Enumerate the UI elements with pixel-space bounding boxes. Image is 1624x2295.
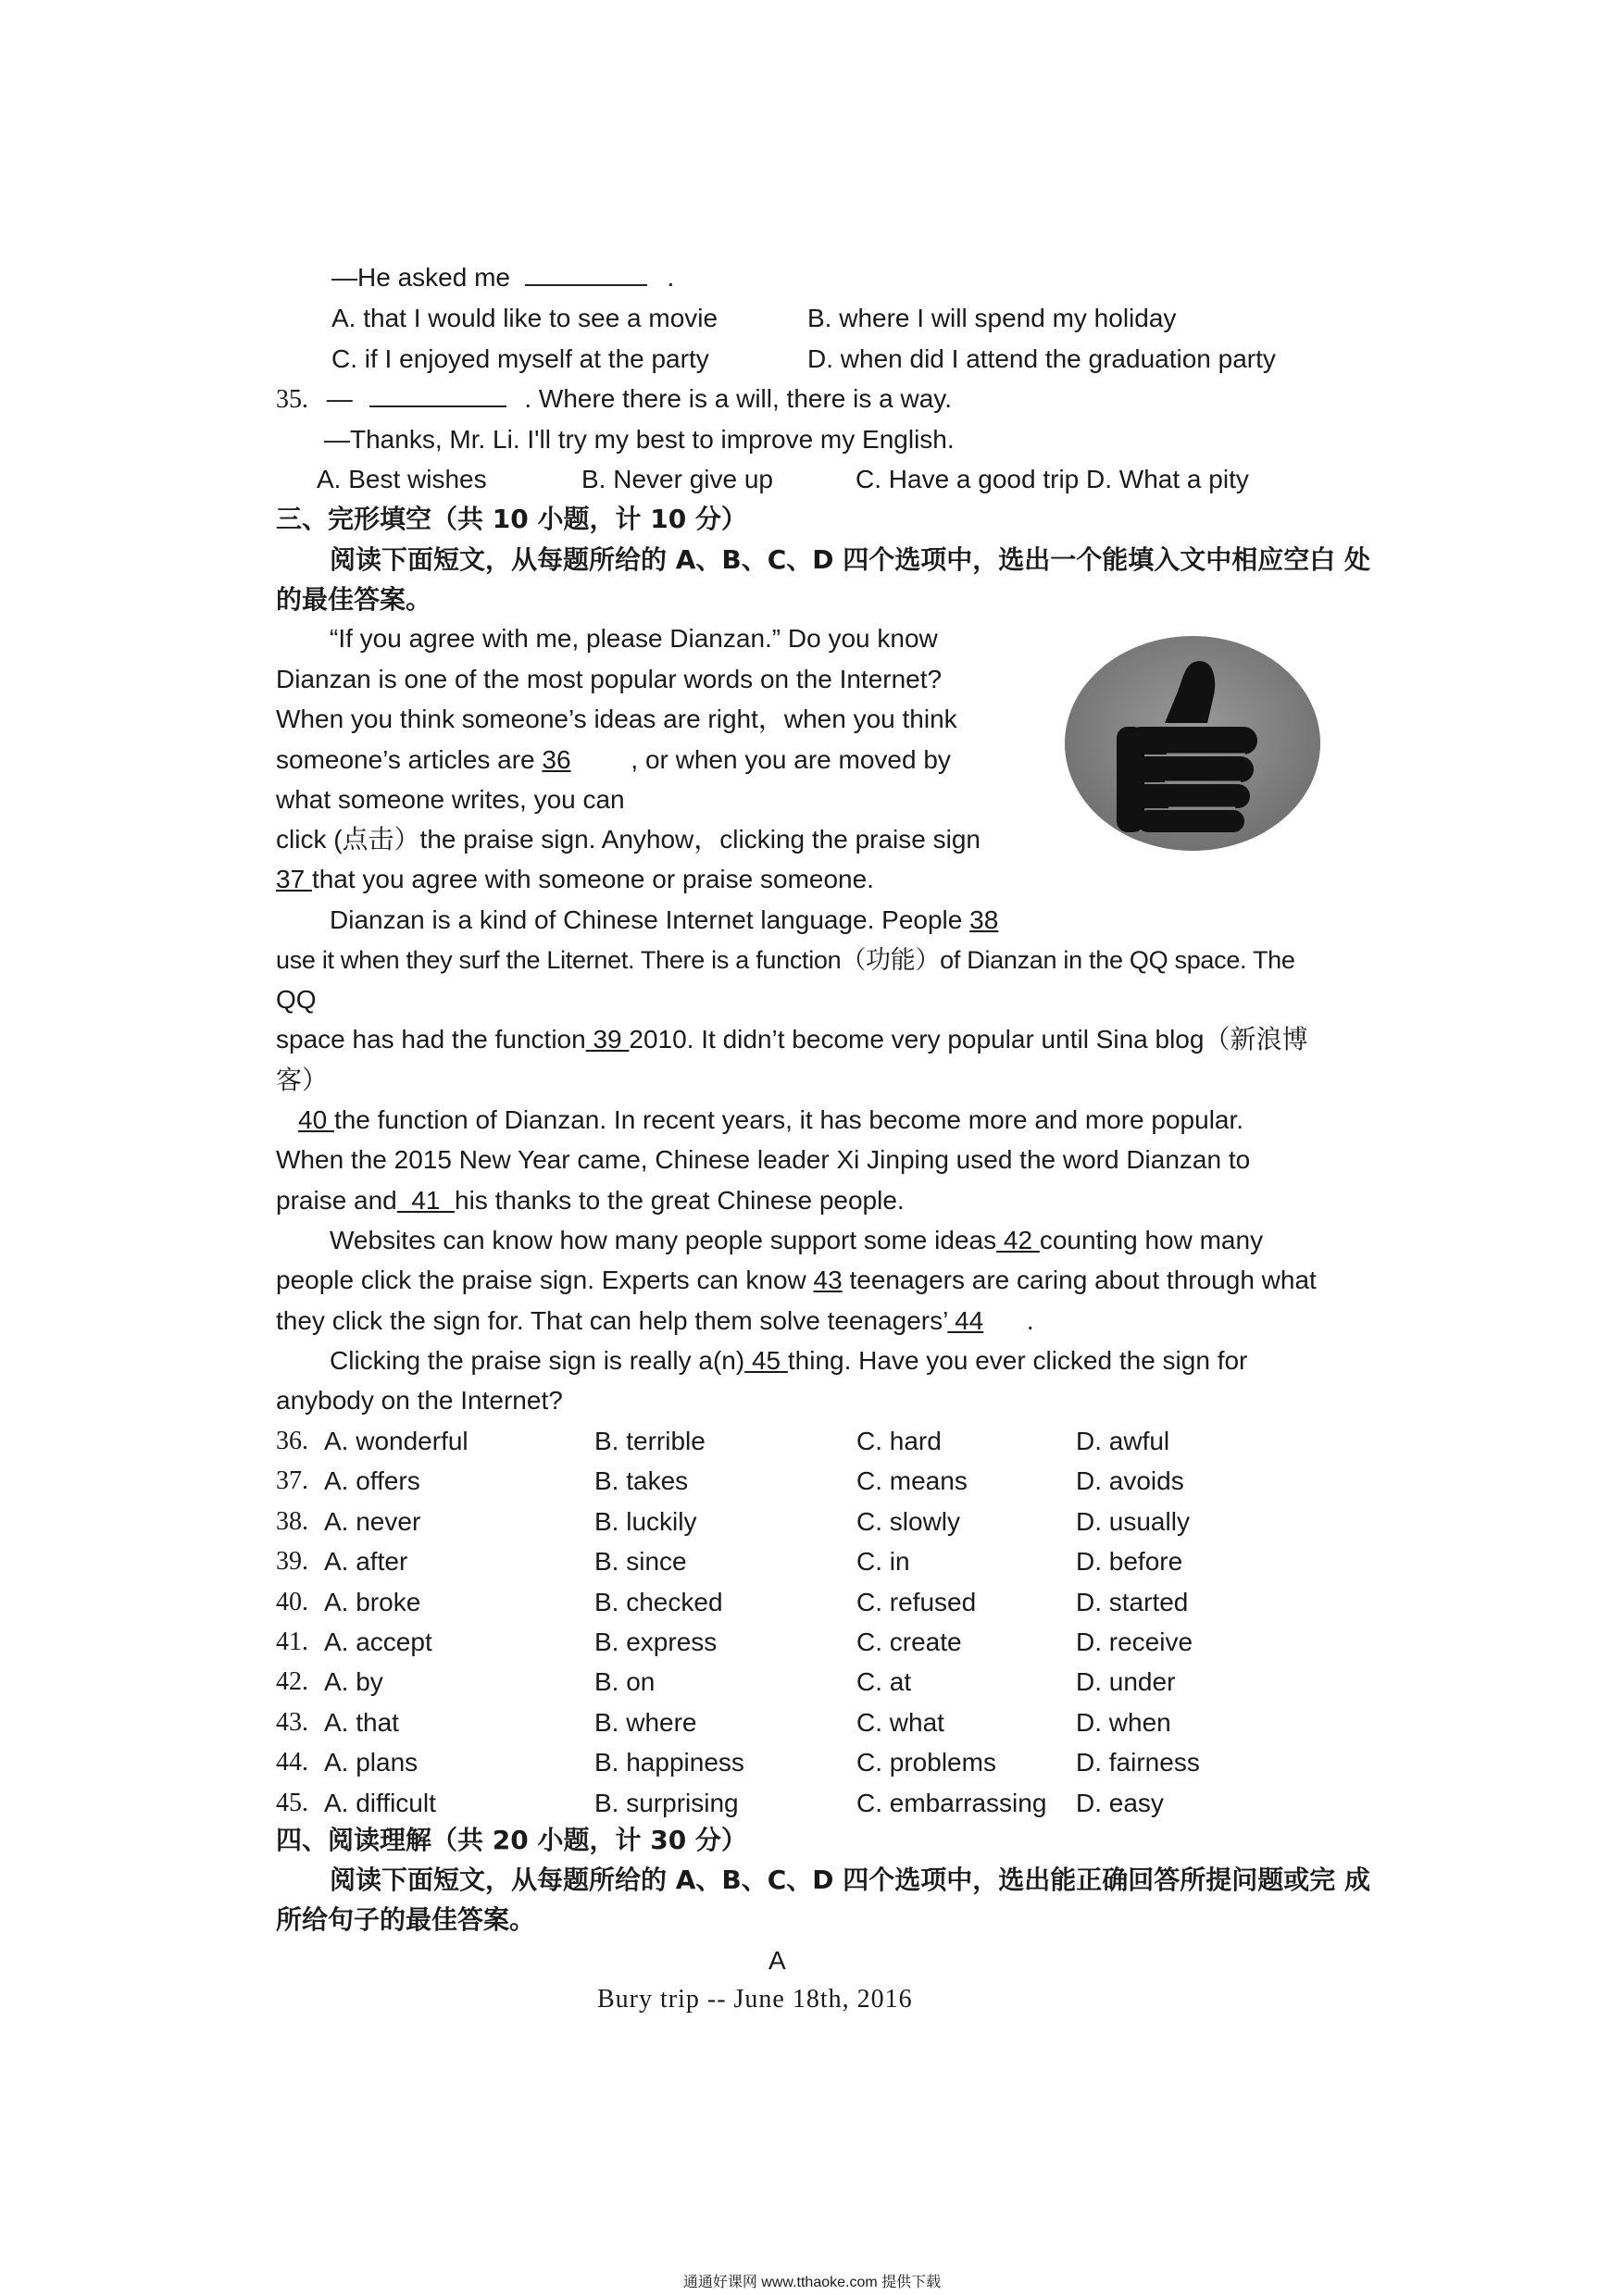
passage-text: teenagers are caring about through what (842, 1266, 1317, 1294)
option-c: C. problems (856, 1748, 996, 1777)
passage-line: Dianzan is one of the most popular words on the Internet? (276, 665, 943, 693)
option-number: 36. (276, 1427, 308, 1455)
blank-43: 43 (813, 1266, 843, 1294)
option-a: A. plans (324, 1748, 418, 1777)
passage-text: thing. Have you ever clicked the sign for (787, 1346, 1248, 1375)
option-b: B. on (594, 1667, 656, 1696)
option-d: D. avoids (1076, 1466, 1184, 1495)
option-d: D. started (1076, 1588, 1189, 1616)
passage-line: “If you agree with me, please Dianzan.” Do you know (330, 624, 938, 653)
section4-instruction-line1: 阅读下面短文，从每题所给的 A、B、C、D 四个选项中，选出能正确回答所提问题或完 成 (330, 1865, 1371, 1895)
option-a: A. accept (324, 1628, 432, 1656)
option-c: C. means (856, 1466, 968, 1495)
option-c: C. embarrassing (856, 1789, 1047, 1817)
passage-line: When you think someone’s ideas are right，when you think (276, 705, 957, 733)
q35-option-b: B. Never give up (581, 465, 773, 493)
option-number: 43. (276, 1708, 308, 1737)
q34-blank (525, 262, 647, 286)
option-number: 41. (276, 1628, 308, 1656)
passage-text: that you agree with someone or praise someone. (311, 865, 874, 893)
option-d: D. receive (1076, 1628, 1193, 1656)
passage-line (276, 1184, 905, 1217)
passage-line (276, 1304, 1034, 1338)
option-c: C. create (856, 1628, 962, 1656)
option-a: A. by (324, 1667, 383, 1696)
q35-reply: —Thanks, Mr. Li. I'll try my best to improve my English. (324, 425, 955, 454)
option-d: D. fairness (1076, 1748, 1200, 1777)
q35-line (276, 382, 952, 417)
option-a: A. never (324, 1507, 421, 1536)
option-b: B. takes (594, 1466, 689, 1495)
passage-line (276, 1023, 1307, 1056)
passage-line: QQ (276, 985, 317, 1014)
option-number: 39. (276, 1547, 308, 1576)
blank-39: 39 (585, 1025, 630, 1054)
passage-text: praise and (276, 1186, 397, 1215)
q34-prompt-line: —He asked me . (331, 263, 675, 292)
option-number: 38. (276, 1507, 308, 1536)
q35-option-c-d: C. Have a good trip D. What a pity (856, 465, 1249, 493)
passage-text: his thanks to the great Chinese people. (455, 1186, 905, 1215)
passage-text: people click the praise sign. Experts can know (276, 1266, 814, 1294)
option-a: A. offers (324, 1466, 420, 1495)
blank-40: 40 (298, 1105, 334, 1134)
q34-option-d: D. when did I attend the graduation party (807, 344, 1276, 373)
option-a: A. wonderful (324, 1427, 468, 1455)
passage-line (298, 1104, 1243, 1137)
blank-44: 44 (947, 1306, 984, 1335)
q34-option-a: A. that I would like to see a movie (331, 304, 718, 332)
option-number: 45. (276, 1789, 308, 1817)
passage-text: Dianzan is a kind of Chinese Internet language. People (330, 905, 970, 934)
option-d: D. awful (1076, 1427, 1170, 1455)
passage-text: counting how many (1039, 1226, 1264, 1254)
option-b: B. checked (594, 1588, 723, 1616)
thumbs-up-icon (1056, 634, 1324, 856)
option-b: B. surprising (594, 1789, 739, 1817)
passage-line: what someone writes, you can (276, 785, 625, 814)
option-number: 37. (276, 1466, 308, 1495)
reading-a-subtitle: Bury trip -- June 18th, 2016 (597, 1985, 913, 2014)
passage-line: use it when they surf the Liternet. There is a function（功能）of Dianzan in the QQ space. The (276, 946, 1295, 974)
passage-text: the function of Dianzan. In recent years, it has become more and more popular. (333, 1105, 1244, 1134)
q35-number: 35. (276, 385, 308, 414)
passage-text: Clicking the praise sign is really a(n) (330, 1346, 745, 1375)
option-a: A. that (324, 1708, 399, 1737)
option-a: A. difficult (324, 1789, 436, 1817)
option-b: B. since (594, 1547, 687, 1576)
passage-line: When the 2015 New Year came, Chinese leader Xi Jinping used the word Dianzan to (276, 1145, 1251, 1174)
passage-line (330, 1224, 1263, 1257)
passage-line (276, 743, 951, 777)
blank-38: 38 (969, 905, 999, 934)
passage-line (330, 904, 998, 937)
section3-instruction-line1: 阅读下面短文，从每题所给的 A、B、C、D 四个选项中，选出一个能填入文中相应空白 处 (330, 544, 1371, 575)
blank-45: 45 (744, 1346, 788, 1375)
part-a-label: A (768, 1946, 786, 1975)
option-a: A. broke (324, 1588, 421, 1616)
option-number: 40. (276, 1588, 308, 1616)
option-number: 44. (276, 1748, 308, 1777)
option-b: B. express (594, 1628, 718, 1656)
q34-option-b: B. where I will spend my holiday (807, 304, 1177, 332)
blank-36: 36 (542, 745, 571, 774)
passage-line (330, 1344, 1247, 1378)
option-b: B. terrible (594, 1427, 706, 1455)
passage-text: someone’s articles are (276, 745, 543, 774)
q35-dash: — (326, 384, 353, 413)
section4-instruction-line2: 所给句子的最佳答案。 (276, 1904, 536, 1935)
page-footer: 通通好课网 www.tthaoke.com 提供下载 (682, 2275, 942, 2290)
option-c: C. slowly (856, 1507, 961, 1536)
q35-text: . Where there is a will, there is a way. (524, 384, 952, 413)
section3-instruction-line2: 的最佳答案。 (276, 584, 432, 615)
passage-line (276, 1264, 1317, 1297)
passage-line: click (点击）the praise sign. Anyhow，clicking the praise sign (276, 825, 981, 854)
blank-37: 37 (276, 865, 312, 893)
passage-line: 客） (276, 1066, 329, 1094)
passage-text: space has had the function (276, 1025, 586, 1054)
option-d: D. when (1076, 1708, 1171, 1737)
passage-text: . (983, 1306, 1034, 1335)
passage-text: they click the sign for. That can help them solve teenagers’ (276, 1306, 948, 1335)
option-c: C. at (856, 1667, 912, 1696)
option-d: D. easy (1076, 1789, 1164, 1817)
section4-title: 四、阅读理解（共 20 小题，计 30 分） (276, 1825, 747, 1855)
option-d: D. usually (1076, 1507, 1190, 1536)
q34-prompt: —He asked me (331, 263, 510, 292)
section3-title: 三、完形填空（共 10 小题，计 10 分） (276, 504, 747, 534)
option-d: D. before (1076, 1547, 1183, 1576)
option-number: 42. (276, 1667, 308, 1696)
option-d: D. under (1076, 1667, 1176, 1696)
passage-text: 2010. It didn’t become very popular until Sina blog（新浪博 (629, 1025, 1308, 1054)
passage-line (276, 863, 874, 896)
q35-option-a: A. Best wishes (317, 465, 487, 493)
option-b: B. happiness (594, 1748, 744, 1777)
blank-41: 41 (396, 1186, 456, 1215)
option-b: B. where (594, 1708, 697, 1737)
blank-42: 42 (996, 1226, 1040, 1254)
option-b: B. luckily (594, 1507, 697, 1536)
passage-text: Websites can know how many people support some ideas (330, 1226, 997, 1254)
passage-text: , or when you are moved by (631, 745, 951, 774)
option-c: C. refused (856, 1588, 977, 1616)
q34-option-c: C. if I enjoyed myself at the party (331, 344, 709, 373)
q35-blank (369, 383, 506, 407)
option-a: A. after (324, 1547, 408, 1576)
option-c: C. what (856, 1708, 944, 1737)
option-c: C. hard (856, 1427, 942, 1455)
passage-line: anybody on the Internet? (276, 1386, 563, 1415)
option-c: C. in (856, 1547, 910, 1576)
